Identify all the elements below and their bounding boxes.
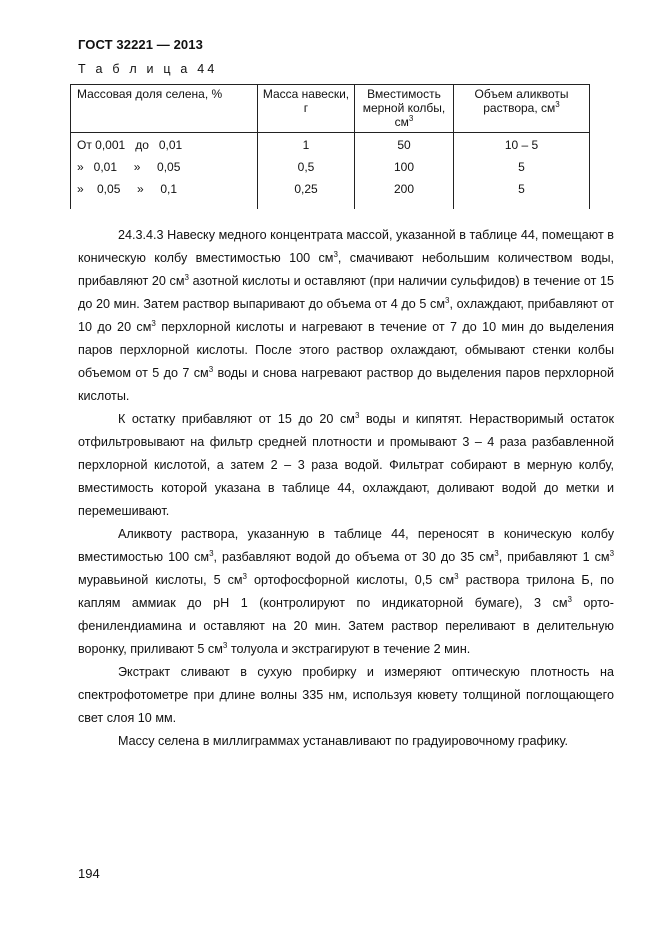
table-row [71, 155, 590, 177]
table-cell: » 0,05 » 0,1 [71, 177, 258, 199]
table-cell: 5 [454, 155, 590, 177]
page-number: 194 [78, 866, 100, 881]
paragraph-mass: Массу селена в миллиграммах устанавливают по градуировочному графику. [118, 734, 569, 748]
column-header-flask: Вместимость мерной колбы, $см^3$ [355, 85, 454, 133]
table-cell: 200 [355, 177, 454, 199]
table-cell: От 0,001 до 0,01 [71, 133, 258, 156]
data-table [70, 84, 590, 209]
paragraph-aliquot: Аликвоту раствора, указанную в таблице 44, переносят в коническую колбу вместимостью 100 $см^3$, разбавляют водой до объема от 30 до 35 $см^3$, прибавляют 1 $см^3$ муравьиной кислоты, 5 $см^3$ ортофосфорной кислоты, 0,5 $см^3$ раствора трилона Б, по каплям аммиак до pH 1 (контролируют по индикаторной бумаге), 3 $см^3$ орто-фенилендиамина и оставляют на 20 мин. Затем раствор переливают в делительную воронку, приливают 5 $см^3$ толуола и экстрагируют в течение 2 мин. [78, 527, 615, 656]
table-header-row [71, 85, 590, 133]
table-cell: » 0,01 » 0,05 [71, 155, 258, 177]
table-caption: Т а б л и ц а 44 [78, 62, 218, 76]
table-row [71, 133, 590, 156]
table-cell: 10 – 5 [454, 133, 590, 156]
paragraph-residue: К остатку прибавляют от 15 до 20 $см^3$ воды и кипятят. Нерастворимый остаток отфильтровывают на фильтр средней плотности и промывают 3 – 4 раза разбавленной перхлорной кислотой, а затем 2 – 3 раза водой. Фильтрат собирают в мерную колбу, вместимость которой указана в таблице 44, охлаждают, доливают водой до метки и перемешивают. [78, 410, 615, 518]
column-header-mass: Масса навески, г [258, 85, 355, 133]
table-continuation-row [71, 199, 590, 209]
body-text [78, 224, 614, 753]
table-cell: 50 [355, 133, 454, 156]
table-cell: 0,5 [258, 155, 355, 177]
column-header-aliquot: Объем аликвоты раствора, $см^3$ [454, 85, 590, 133]
paragraph-24-3-4-3: 24.3.4.3 Навеску медного концентрата массой, указанной в таблице 44, помещают в коническую колбу вместимостью 100 $см^3$, смачивают небольшим количеством воды, прибавляют 20 $см^3$ азотной кислоты и оставляют (при наличии сульфидов) в течение от 15 до 20 мин. Затем раствор выпаривают до объема от 4 до 5 $см^3$, охлаждают, прибавляют от 10 до 20 $см^3$ перхлорной кислоты и нагревают в течение от 7 до 10 мин до выделения паров перхлорной кислоты. После этого раствор охлаждают, обмывают стенки колбы объемом от 5 до 7 $см^3$ воды и снова нагревают раствор до выделения паров перхлорной кислоты. [78, 228, 614, 403]
table-cell: 5 [454, 177, 590, 199]
table-cell: 100 [355, 155, 454, 177]
paragraph-extract: Экстракт сливают в сухую пробирку и измеряют оптическую плотность на спектрофотометре при длине волны 335 нм, используя кювету толщиной поглощающего свет слоя 10 мм. [78, 665, 614, 725]
table-cell: 0,25 [258, 177, 355, 199]
document-header: ГОСТ 32221 — 2013 [78, 37, 203, 52]
column-header-selenium: Массовая доля селена, % [71, 85, 258, 133]
table-cell: 1 [258, 133, 355, 156]
table-row [71, 177, 590, 199]
